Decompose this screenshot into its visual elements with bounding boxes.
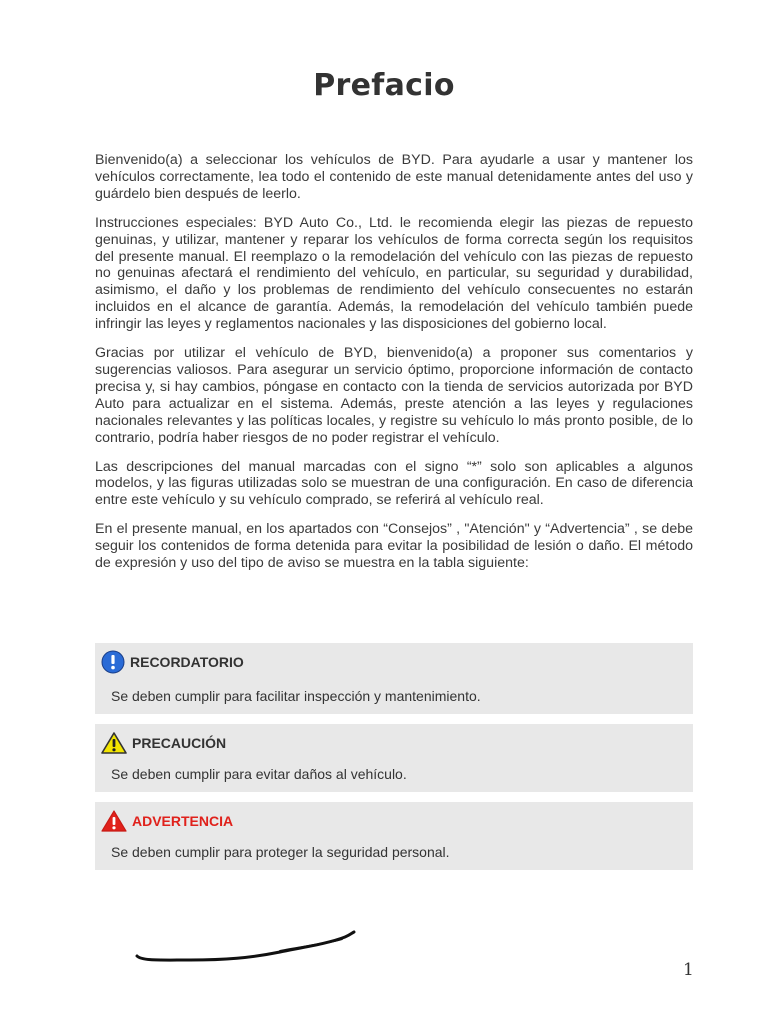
page-number: 1 (683, 960, 694, 980)
notice-reminder-header (101, 651, 244, 673)
notice-reminder (95, 643, 693, 714)
notice-warning (95, 802, 693, 870)
notice-warning-text: Se deben cumplir para proteger la seguridad personal. (111, 844, 450, 860)
info-icon (101, 650, 125, 674)
paragraph-notice-types: En el presente manual, en los apartados con “Consejos” , "Atención" y “Advertencia” , se debe seguir los contenidos de forma detenida para evitar la posibilidad de lesión o daño. El método de expresión y uso del tipo de aviso se muestra en la tabla siguiente: (95, 521, 693, 572)
notice-caution-text: Se deben cumplir para evitar daños al vehículo. (111, 766, 407, 782)
warning-icon (101, 810, 127, 832)
paragraph-welcome: Bienvenido(a) a seleccionar los vehículos de BYD. Para ayudarle a usar y mantener los vehículos correctamente, lea todo el contenido de este manual detenidamente antes del uso y guárdelo bien después de leerlo. (95, 152, 693, 202)
page-title: Prefacio (313, 68, 455, 103)
notice-caution-header (101, 732, 226, 754)
preface-text (95, 152, 693, 584)
paragraph-special-instructions: Instrucciones especiales: BYD Auto Co., Ltd. le recomienda elegir las piezas de repuesto genuinas, y utilizar, mantener y reparar los vehículos de forma correcta según los requisitos del presente manual. El reemplazo o la remodelación del vehículo con las piezas de repuesto no genuinas afectará el rendimiento del vehículo, en particular, su seguridad y durabilidad, asimismo, el daño y los problemas de rendimiento del vehículo consecuentes no estarán incluidos en el alcance de garantía. Además, la remodelación del vehículo también puede infringir las leyes y reglamentos nacionales y las disposiciones del gobierno local. (95, 214, 693, 333)
paragraph-asterisk-note: Las descripciones del manual marcadas con el signo “*” solo son aplicables a algunos modelos, y las figuras utilizadas solo se muestran de una configuración. En caso de diferencia entre este vehículo y su vehículo comprado, se referirá al vehículo real. (95, 458, 693, 509)
notice-caution (95, 724, 693, 792)
notice-reminder-text: Se deben cumplir para facilitar inspección y mantenimiento. (111, 688, 481, 704)
notice-reminder-label: RECORDATORIO (130, 654, 244, 670)
notice-caution-label: PRECAUCIÓN (132, 735, 227, 751)
notice-warning-label: ADVERTENCIA (132, 813, 234, 829)
caution-icon (101, 732, 127, 754)
handwritten-mark (130, 925, 360, 970)
notice-warning-header (101, 810, 233, 832)
paragraph-thanks: Gracias por utilizar el vehículo de BYD, bienvenido(a) a proponer sus comentarios y sugerencias valiosos. Para asegurar un servicio óptimo, proporcione información de contacto precisa y, si hay cambios, póngase en contacto con la tienda de servicios autorizada por BYD Auto para actualizar en el sistema. Además, preste atención a las leyes y regulaciones nacionales relevantes y las políticas locales, y registre su vehículo lo más pronto posible, de lo contrario, podría haber riesgos de no poder registrar el vehículo. (95, 345, 693, 446)
